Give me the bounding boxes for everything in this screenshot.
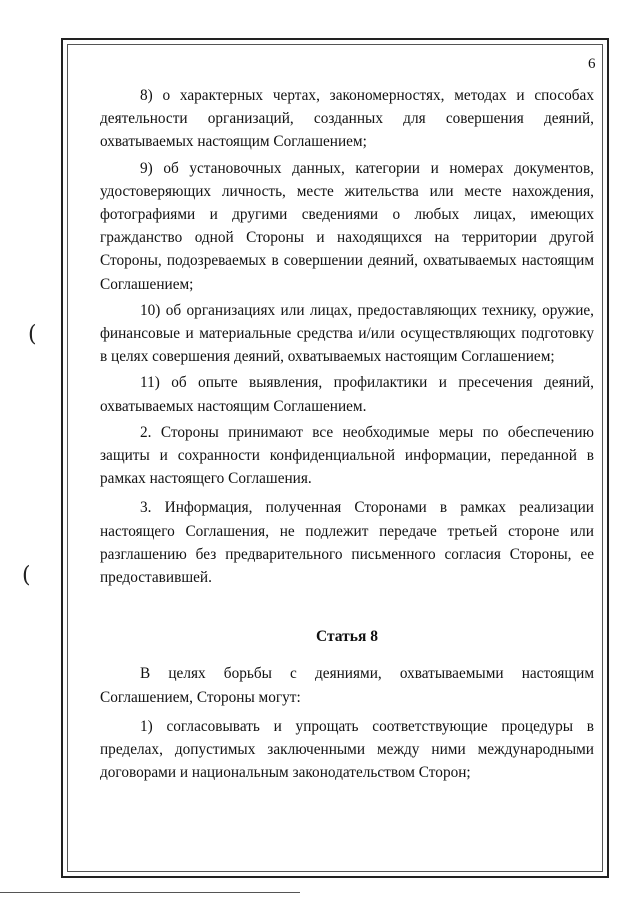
page-number: 6 [588,56,596,72]
list-item-11: 11) об опыте выявления, профилактики и пресечения деяний, охватываемых настоящим Соглашением. [100,374,594,415]
scan-artifact-line [0,892,300,893]
article-item-1: 1) согласовывать и упрощать соответствующие процедуры в пределах, допустимых заключенными между ними международными договорами и национальным законодательством Сторон; [100,717,594,782]
list-item-10: 10) об организациях или лицах, предоставляющих технику, оружие, финансовые и материальные средства и/или осуществляющих подготовку в целях совершения деяний, охватываемых настоящим Соглашением; [100,301,594,366]
document-body [100,84,594,787]
article-intro: В целях борьбы с деяниями, охватываемыми настоящим Соглашением, Стороны могут: [100,665,594,706]
clause-2: 2. Стороны принимают все необходимые меры по обеспечению защиты и сохранности конфиденциальной информации, переданной в рамках настоящего Соглашения. [100,423,594,488]
clause-3: 3. Информация, полученная Сторонами в рамках реализации настоящего Соглашения, не подлежит передаче третьей стороне или разглашению без предварительного письменного согласия Стороны, ее предоставившей. [100,499,594,587]
list-item-8: 8) о характерных чертах, закономерностях, методах и способах деятельности организаций, созданных для совершения деяний, охватываемых настоящим Соглашением; [100,87,594,151]
article-heading: Статья 8 [316,628,378,646]
margin-bracket-mark: ( [22,563,31,588]
list-item-9: 9) об установочных данных, категории и номерах документов, удостоверяющих личность, месте жительства или месте нахождения, фотографиями и другими сведениями о любых лицах, имеющих гражданство одной Стороны и находящихся на территории другой Стороны, подозреваемых в совершении деяний, охватываемых настоящим Соглашением; [100,159,594,293]
margin-bracket-mark: ( [28,322,37,347]
